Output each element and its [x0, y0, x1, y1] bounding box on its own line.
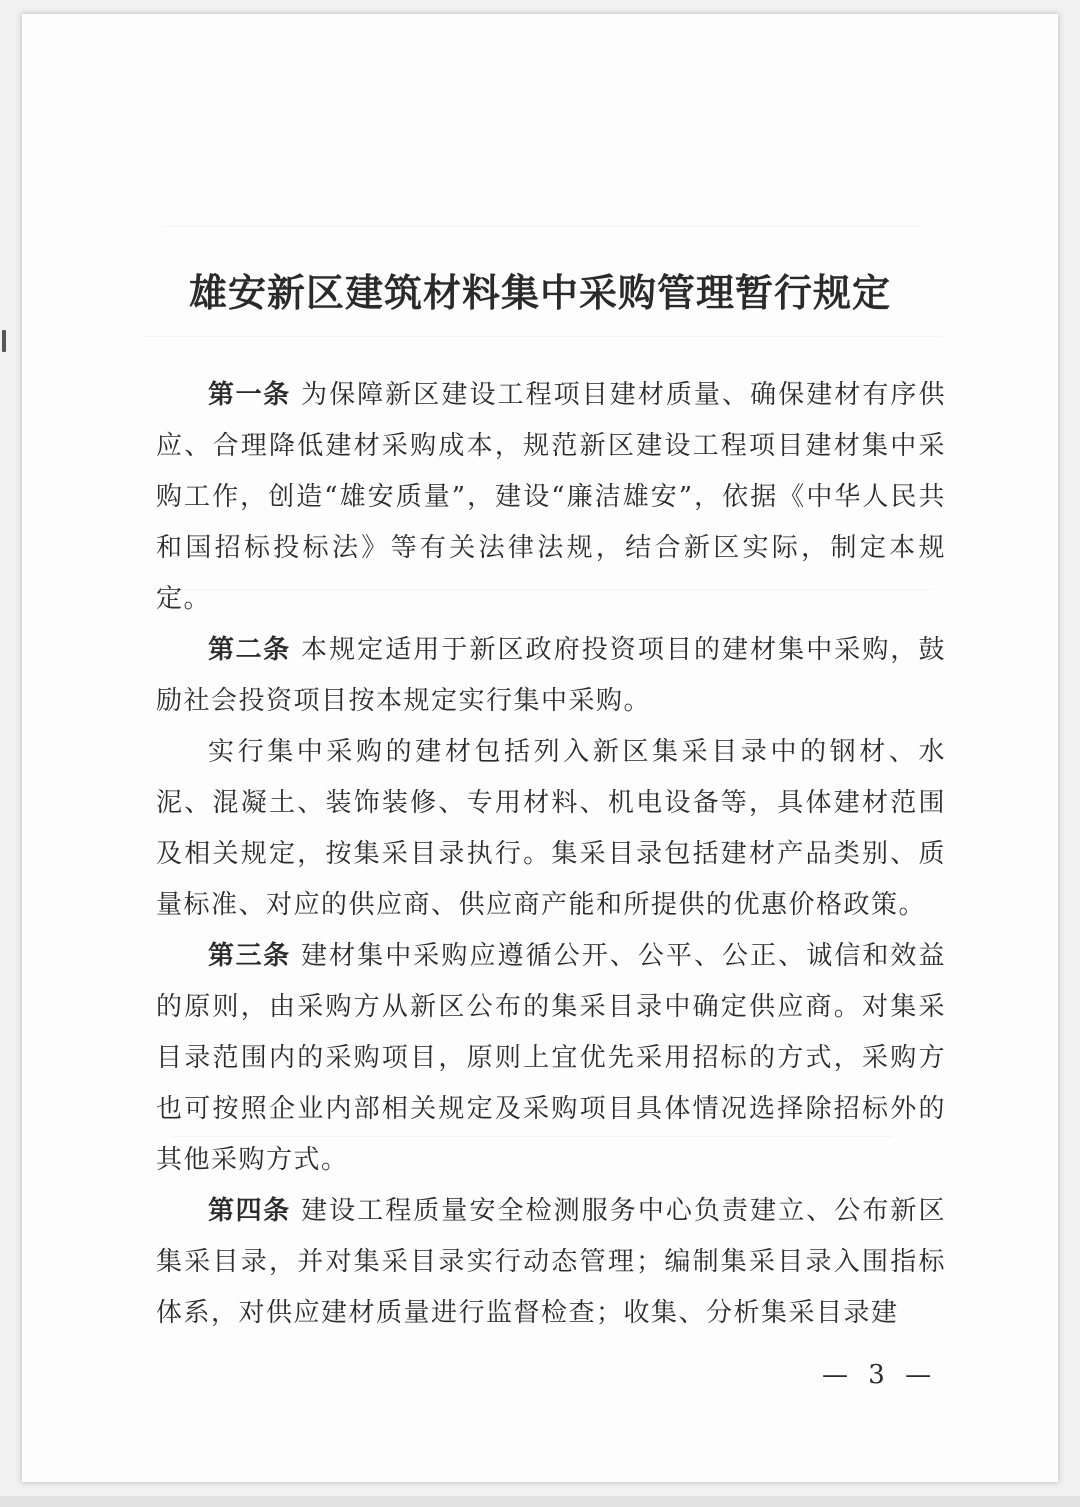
article-text: 本规定适用于新区政府投资项目的建材集中采购，鼓励社会投资项目按本规定实行集中采购。	[156, 635, 946, 716]
document-body	[156, 370, 946, 1339]
article-text: 为保障新区建设工程项目建材质量、确保建材有序供应、合理降低建材采购成本，规范新区建设工程项目建材集中采购工作，创造“雄安质量”，建设“廉洁雄安”，依据《中华人民共和国招标投标法》等有关法律法规，结合新区实际，制定本规定。	[156, 380, 946, 614]
article-2-continuation	[156, 727, 946, 931]
next-page-edge	[0, 1496, 1080, 1507]
bleed-through-line	[142, 336, 942, 337]
bleed-through-line	[162, 226, 922, 227]
article-3	[156, 931, 946, 1186]
article-label: 第四条	[208, 1196, 291, 1226]
article-4	[156, 1186, 946, 1339]
page-number: — 3 —	[822, 1360, 938, 1390]
article-2	[156, 625, 946, 727]
article-text: 建材集中采购应遵循公开、公平、公正、诚信和效益的原则，由采购方从新区公布的集采目录中确定供应商。对集采目录范围内的采购项目，原则上宜优先采用招标的方式，采购方也可按照企业内部相关规定及采购项目具体情况选择除招标外的其他采购方式。	[156, 941, 946, 1175]
article-text: 建设工程质量安全检测服务中心负责建立、公布新区集采目录，并对集采目录实行动态管理；编制集采目录入围指标体系，对供应建材质量进行监督检查；收集、分析集采目录建	[156, 1196, 946, 1328]
binding-mark	[2, 330, 6, 352]
document-page	[22, 14, 1058, 1482]
paragraph-text: 实行集中采购的建材包括列入新区集采目录中的钢材、水泥、混凝土、装饰装修、专用材料、机电设备等，具体建材范围及相关规定，按集采目录执行。集采目录包括建材产品类别、质量标准、对应的供应商、供应商产能和所提供的优惠价格政策。	[156, 737, 946, 920]
article-1	[156, 370, 946, 625]
document-title: 雄安新区建筑材料集中采购管理暂行规定	[188, 271, 891, 315]
article-label: 第三条	[208, 941, 291, 971]
article-label: 第一条	[208, 380, 291, 410]
article-label: 第二条	[208, 635, 291, 665]
